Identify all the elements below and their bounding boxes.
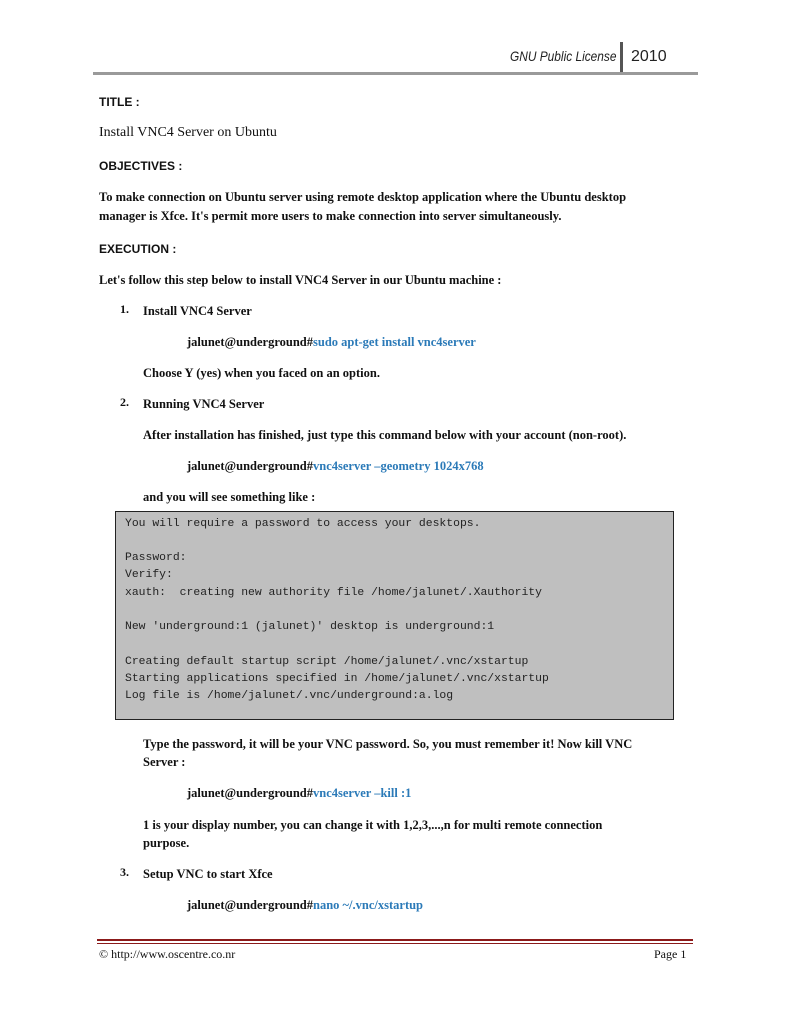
shell-prompt: jalunet@underground# <box>187 898 314 912</box>
step-1-title: Install VNC4 Server <box>143 304 252 318</box>
header-rule <box>93 72 698 75</box>
step-2-intro: After installation has finished, just type this command below with your account (non-root). <box>143 428 627 442</box>
footer-rule <box>97 939 693 941</box>
step-3-command-line <box>187 896 423 914</box>
objectives-heading: OBJECTIVES : <box>99 159 183 173</box>
shell-prompt: jalunet@underground# <box>187 459 314 473</box>
step-2-number: 2. <box>120 395 129 409</box>
terminal-line: New 'underground:1 (jalunet)' desktop is underground:1 <box>125 621 495 633</box>
header-divider <box>620 42 623 72</box>
objectives-line-2: manager is Xfce. It's permit more users to make connection into server simultaneously. <box>99 209 562 223</box>
execution-heading: EXECUTION : <box>99 242 177 256</box>
header-license: GNU Public License <box>510 48 617 64</box>
footer-rule-thin <box>97 943 693 944</box>
terminal-output <box>115 511 674 720</box>
terminal-line: Creating default startup script /home/jalunet/.vnc/xstartup <box>125 656 529 668</box>
execution-intro: Let's follow this step below to install VNC4 Server in our Ubuntu machine : <box>99 273 502 287</box>
shell-prompt: jalunet@underground# <box>187 786 314 800</box>
step-3-title: Setup VNC to start Xfce <box>143 867 273 881</box>
step-3-number: 3. <box>120 865 129 879</box>
shell-command: nano ~/.vnc/xstartup <box>313 898 424 912</box>
step-2-kill-command-line <box>187 784 411 802</box>
shell-prompt: jalunet@underground# <box>187 335 314 349</box>
footer-page-number: Page 1 <box>654 947 687 961</box>
shell-command: vnc4server –kill :1 <box>313 786 412 800</box>
header-year: 2010 <box>631 48 667 65</box>
step-2-display-line-2: purpose. <box>143 836 190 850</box>
step-2-display-line-1: 1 is your display number, you can change it with 1,2,3,...,n for multi remote connection <box>143 818 603 832</box>
terminal-line: Log file is /home/jalunet/.vnc/underground:a.log <box>125 690 454 702</box>
terminal-line: You will require a password to access your desktops. <box>125 518 481 530</box>
step-2-see: and you will see something like : <box>143 490 316 504</box>
terminal-line: Password: <box>125 552 187 564</box>
step-2-title: Running VNC4 Server <box>143 397 265 411</box>
step-1-number: 1. <box>120 302 129 316</box>
shell-command: vnc4server –geometry 1024x768 <box>313 459 484 473</box>
shell-command: sudo apt-get install vnc4server <box>313 335 476 349</box>
title-text: Install VNC4 Server on Ubuntu <box>99 125 277 140</box>
step-1-note: Choose Y (yes) when you faced on an option. <box>143 366 380 380</box>
step-1-command-line <box>187 333 476 351</box>
footer-website-link[interactable]: © http://www.oscentre.co.nr <box>99 947 236 961</box>
step-2-after-line-1: Type the password, it will be your VNC password. So, you must remember it! Now kill VNC <box>143 737 633 751</box>
terminal-line: xauth: creating new authority file /home/jalunet/.Xauthority <box>125 587 542 599</box>
objectives-line-1: To make connection on Ubuntu server using remote desktop application where the Ubuntu desktop <box>99 190 627 204</box>
terminal-line: Verify: <box>125 569 173 581</box>
title-heading: TITLE : <box>99 95 140 109</box>
step-2-after-line-2: Server : <box>143 755 186 769</box>
terminal-line: Starting applications specified in /home/jalunet/.vnc/xstartup <box>125 673 549 685</box>
step-2-command-line <box>187 457 484 475</box>
